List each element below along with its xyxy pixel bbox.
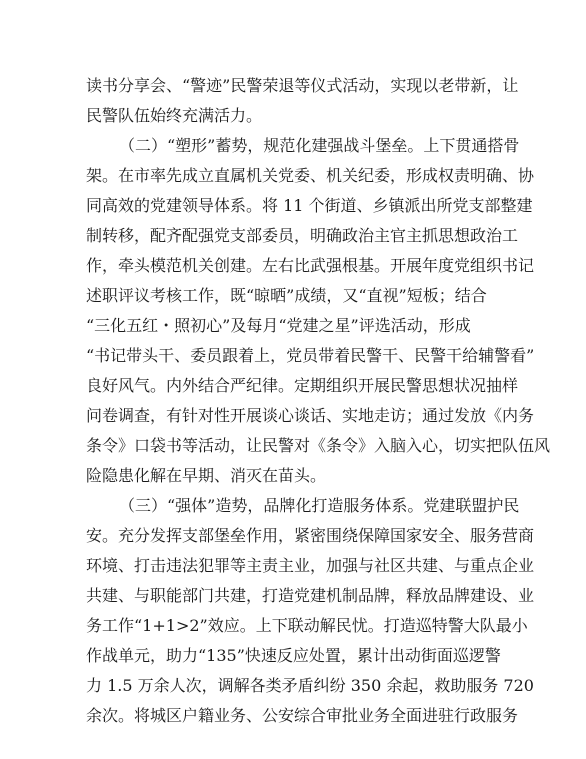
text-line: 条令》口袋书等活动，让民警对《条令》入脑入心，切实把队伍风 [86,436,551,455]
text-line: 安。充分发挥支部堡垒作用，紧密围绕保障国家安全、服务营商 [86,526,535,545]
text-line: 述职评议考核工作，既“晾晒”成绩，又“直视”短板；结合 [86,286,487,305]
section-heading-line: （三）“强体”造势，品牌化打造服务体系。党建联盟护民 [119,496,520,515]
text-line: 余次。将城区户籍业务、公安综合审批业务全面进驻行政服务 [86,706,519,725]
text-line: 制转移，配齐配强党支部委员，明确政治主官主抓思想政治工 [86,226,519,245]
text-line: 作，牵头模范机关创建。左右比武强根基。开展年度党组织书记 [86,256,535,275]
text-line: 务工作“1+1>2”效应。上下联动解民忧。打造巡特警大队最小 [86,616,528,635]
text-line: 力 1.5 万余人次，调解各类矛盾纠纷 350 余起，救助服务 720 [86,676,534,695]
text-line: “书记带头干、委员跟着上，党员带着民警干、民警干给辅警看” [86,346,535,365]
text-line: 险隐患化解在早期、消灭在苗头。 [86,466,327,485]
text-line: 民警队伍始终充满活力。 [86,106,263,125]
text-line: 良好风气。内外结合严纪律。定期组织开展民警思想状况抽样 [86,376,519,395]
text-line: 共建、与职能部门共建，打造党建机制品牌，释放品牌建设、业 [86,586,535,605]
text-line: 环境、打击违法犯罪等主责主业，加强与社区共建、与重点企业 [86,556,535,575]
section-heading-line: （二）“塑形”蓄势，规范化建强战斗堡垒。上下贯通搭骨 [119,136,520,155]
text-line: 读书分享会、“警迹”民警荣退等仪式活动，实现以老带新，让 [86,76,519,95]
text-line: 问卷调查，有针对性开展谈心谈话、实地走访；通过发放《内务 [86,406,535,425]
text-line: 同高效的党建领导体系。将 11 个街道、乡镇派出所党支部整建 [86,196,533,215]
text-line: 架。在市率先成立直属机关党委、机关纪委，形成权责明确、协 [86,166,535,185]
text-line: “三化五红・照初心”及每月“党建之星”评选活动，形成 [86,316,471,335]
text-line: 作战单元，助力“135”快速反应处置，累计出动街面巡逻警 [86,646,501,665]
